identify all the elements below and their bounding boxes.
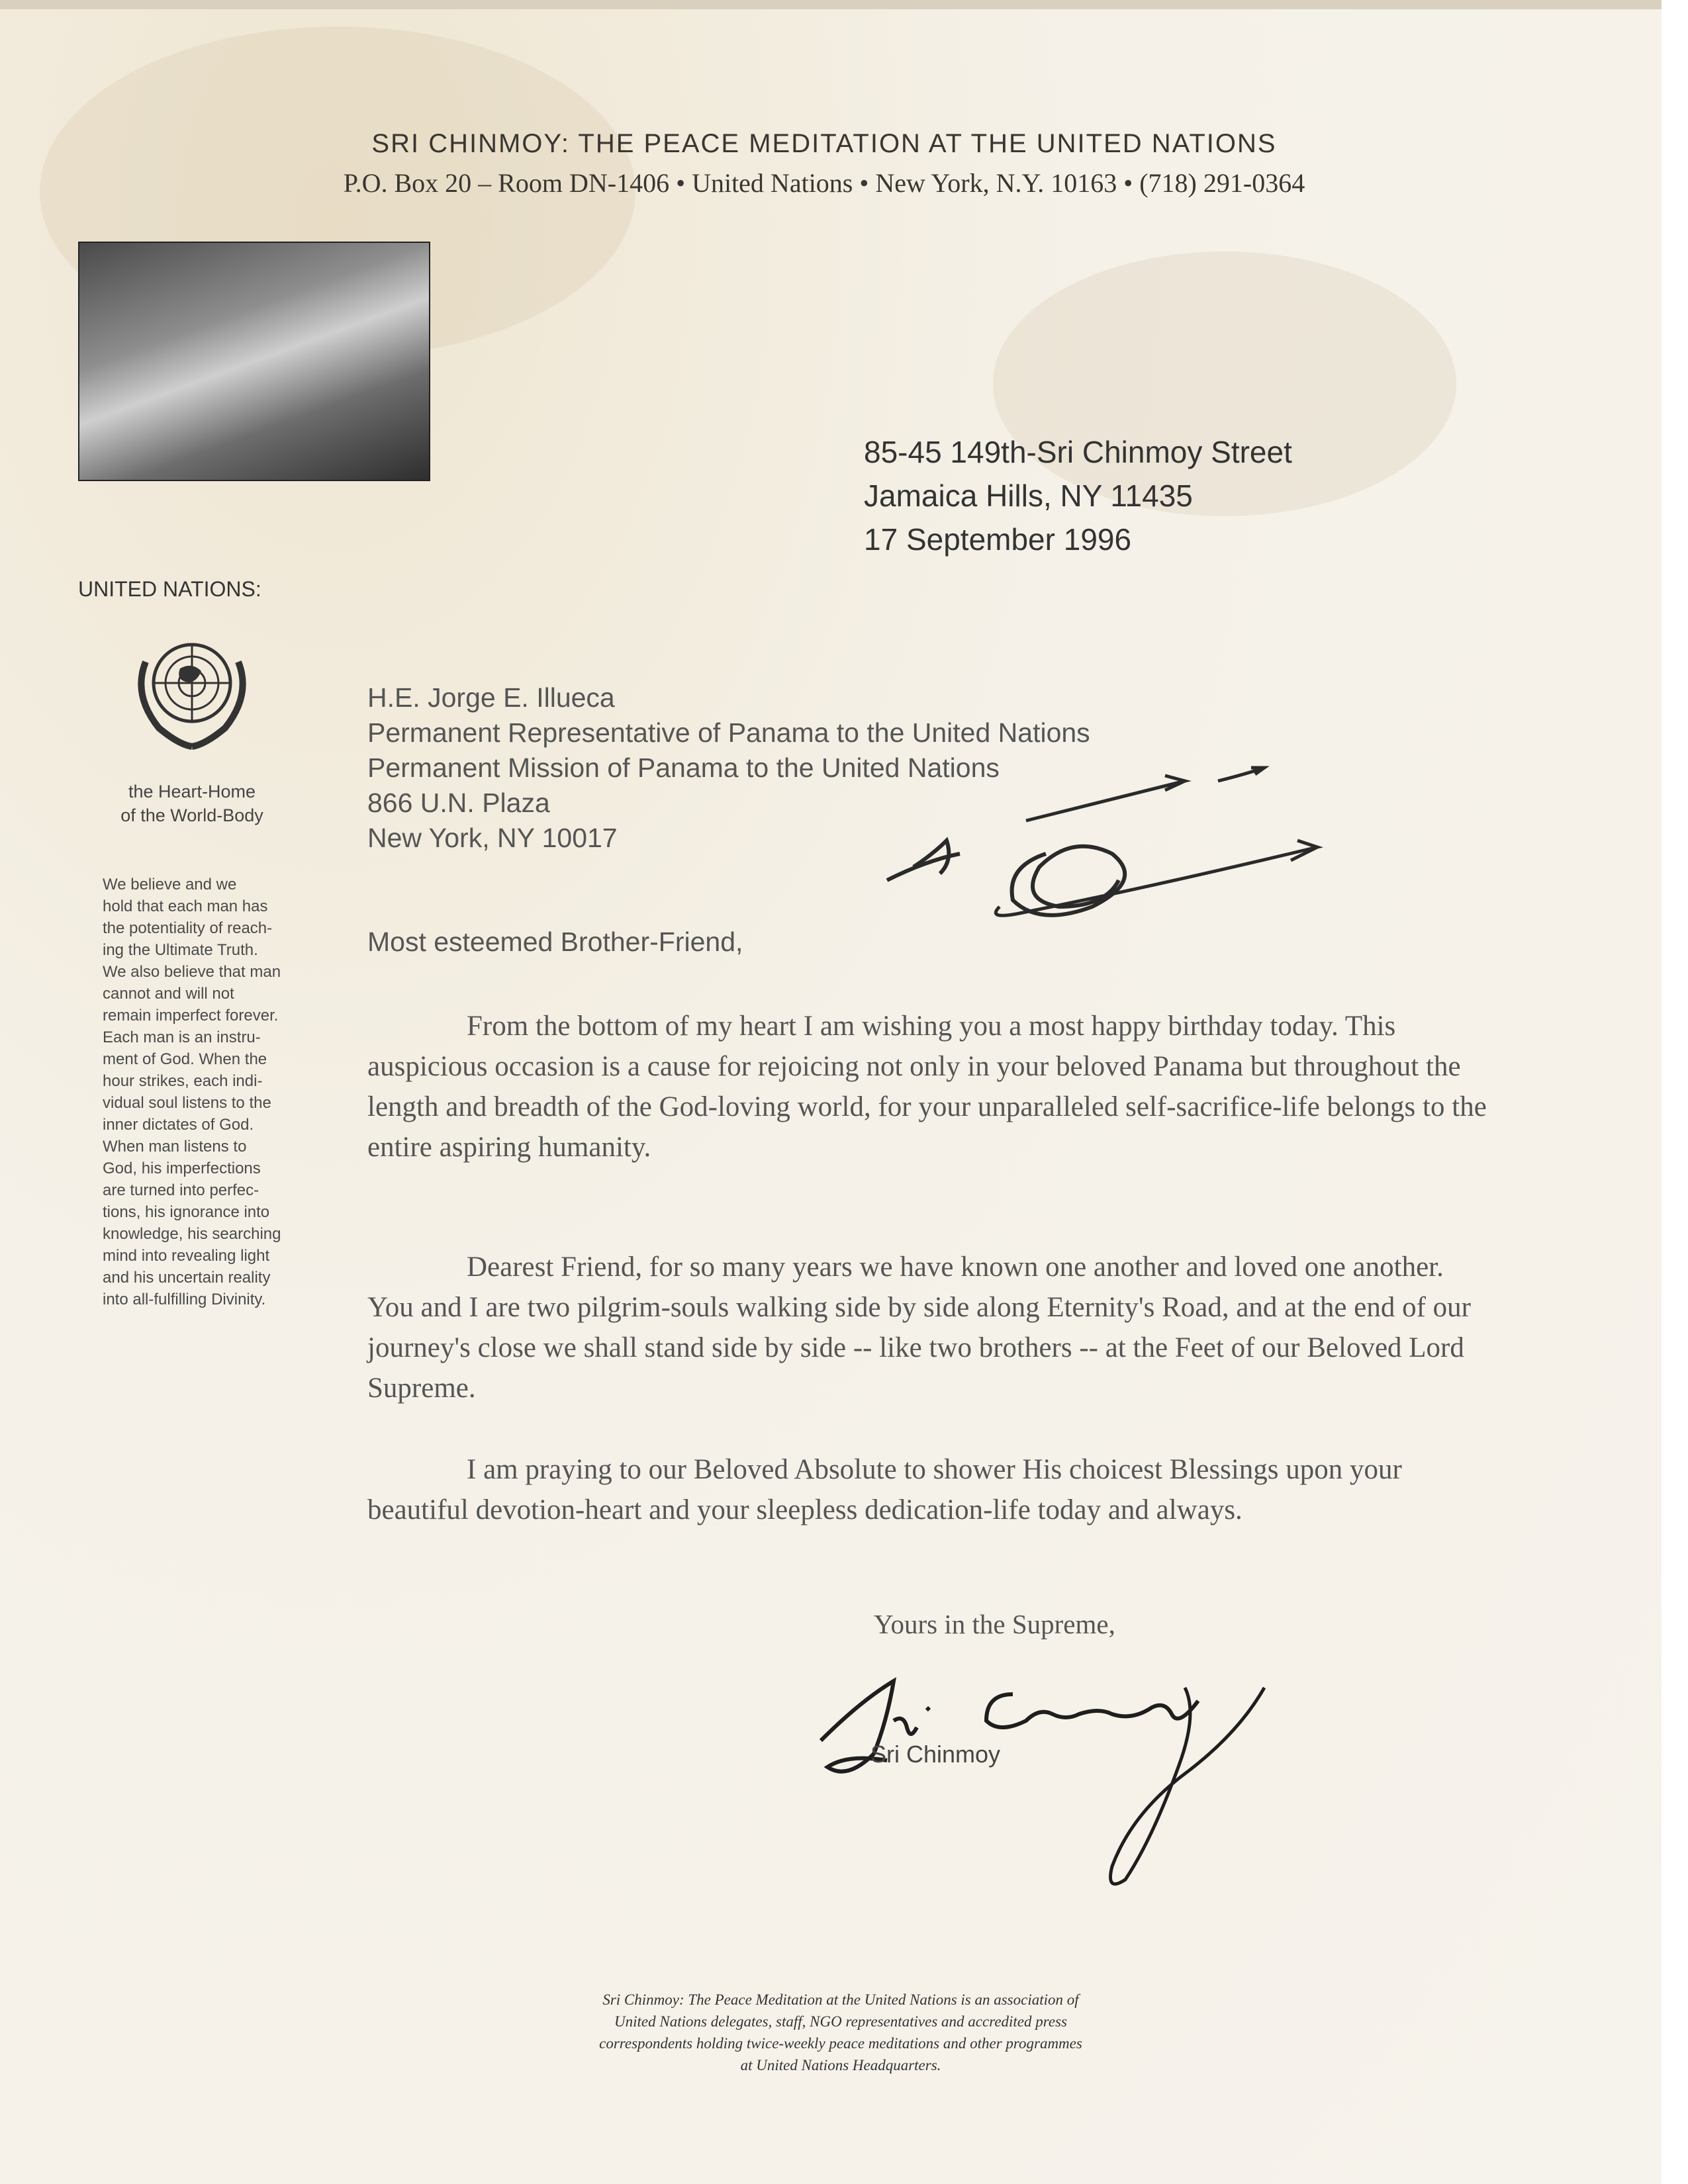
sidebar-heading: UNITED NATIONS: (78, 577, 261, 601)
body-paragraph: From the bottom of my heart I am wishing you a most happy birthday today. This auspicious occasion is a cause for rejoicing not only in your beloved Panama but throughout the length and breadth of the God-loving world, for your unparalleled self-sacrifice-life belongs to the entire aspiring humanity. (367, 1011, 1487, 1163)
creed-line: God, his imperfections (103, 1160, 261, 1177)
recipient-city: New York, NY 10017 (367, 823, 618, 853)
letterhead-title: SRI CHINMOY: THE PEACE MEDITATION AT THE UNITED NATIONS (371, 129, 1277, 158)
tagline-line: of the World-Body (120, 805, 263, 825)
creed-line: Each man is an instru- (103, 1028, 261, 1046)
creed-line: are turned into perfec- (103, 1181, 259, 1199)
creed-line: We believe and we (103, 876, 237, 893)
body-paragraph: I am praying to our Beloved Absolute to shower His choicest Blessings upon your beautiful devotion-heart and your sleepless dedication-life today and always. (367, 1454, 1402, 1525)
letterhead-photo (78, 242, 430, 481)
recipient-mission: Permanent Mission of Panama to the United Nations (367, 752, 1000, 783)
creed-line: hold that each man has (103, 897, 268, 915)
sender-street: 85-45 149th-Sri Chinmoy Street (864, 435, 1292, 469)
creed-line: hour strikes, each indi- (103, 1072, 263, 1090)
recipient-name: H.E. Jorge E. Illueca (367, 682, 615, 713)
scan-margin (1662, 0, 1688, 2184)
creed-line: tions, his ignorance into (103, 1203, 270, 1221)
sidebar-creed (103, 874, 301, 1310)
closing: Yours in the Supreme, (874, 1609, 1115, 1639)
creed-line: cannot and will not (103, 985, 234, 1003)
letterhead-address: P.O. Box 20 – Room DN-1406 • United Nations • New York, N.Y. 10163 • (718) 291-0364 (343, 168, 1305, 198)
recipient-street: 866 U.N. Plaza (367, 788, 550, 818)
handwritten-signature (814, 1668, 1317, 1893)
sender-address (864, 430, 1292, 561)
paper-top-edge (0, 0, 1662, 9)
creed-line: the potentiality of reach- (103, 919, 273, 937)
creed-line: ment of God. When the (103, 1050, 267, 1068)
footer-line: correspondents holding twice-weekly peace meditations and other programmes (599, 2035, 1082, 2052)
creed-line: into all-fulfilling Divinity. (103, 1291, 266, 1308)
creed-line: inner dictates of God. (103, 1116, 254, 1134)
creed-line: ing the Ultimate Truth. (103, 941, 258, 959)
creed-line: knowledge, his searching (103, 1225, 281, 1243)
recipient-title: Permanent Representative of Panama to the United Nations (367, 717, 1090, 748)
creed-line: and his uncertain reality (103, 1269, 271, 1287)
letterhead-footer (516, 1989, 1165, 2076)
sender-city: Jamaica Hills, NY 11435 (864, 478, 1193, 513)
footer-line: Sri Chinmoy: The Peace Meditation at the United Nations is an association of (602, 1991, 1079, 2008)
footer-line: at United Nations Headquarters. (740, 2057, 941, 2073)
footer-line: United Nations delegates, staff, NGO representatives and accredited press (614, 2013, 1067, 2030)
handwritten-initials (874, 754, 1377, 953)
creed-line: mind into revealing light (103, 1247, 270, 1265)
body-paragraph: Dearest Friend, for so many years we have known one another and loved one another. You and I are two pilgrim-souls walking side by side along Eternity's Road, and at the end of our journey's close we shall stand side by side -- like two brothers -- at the Feet of our Beloved Lord Supreme. (367, 1251, 1471, 1404)
creed-line: We also believe that man (103, 963, 281, 981)
salutation: Most esteemed Brother-Friend, (367, 927, 743, 957)
letter-date: 17 September 1996 (864, 522, 1132, 557)
creed-line: When man listens to (103, 1138, 247, 1156)
sidebar-tagline (93, 780, 291, 827)
signer-name: Sri Chinmoy (870, 1741, 1001, 1768)
un-emblem-icon (119, 622, 265, 754)
creed-line: remain imperfect forever. (103, 1007, 279, 1024)
creed-line: vidual soul listens to the (103, 1094, 271, 1112)
tagline-line: the Heart-Home (128, 782, 256, 801)
